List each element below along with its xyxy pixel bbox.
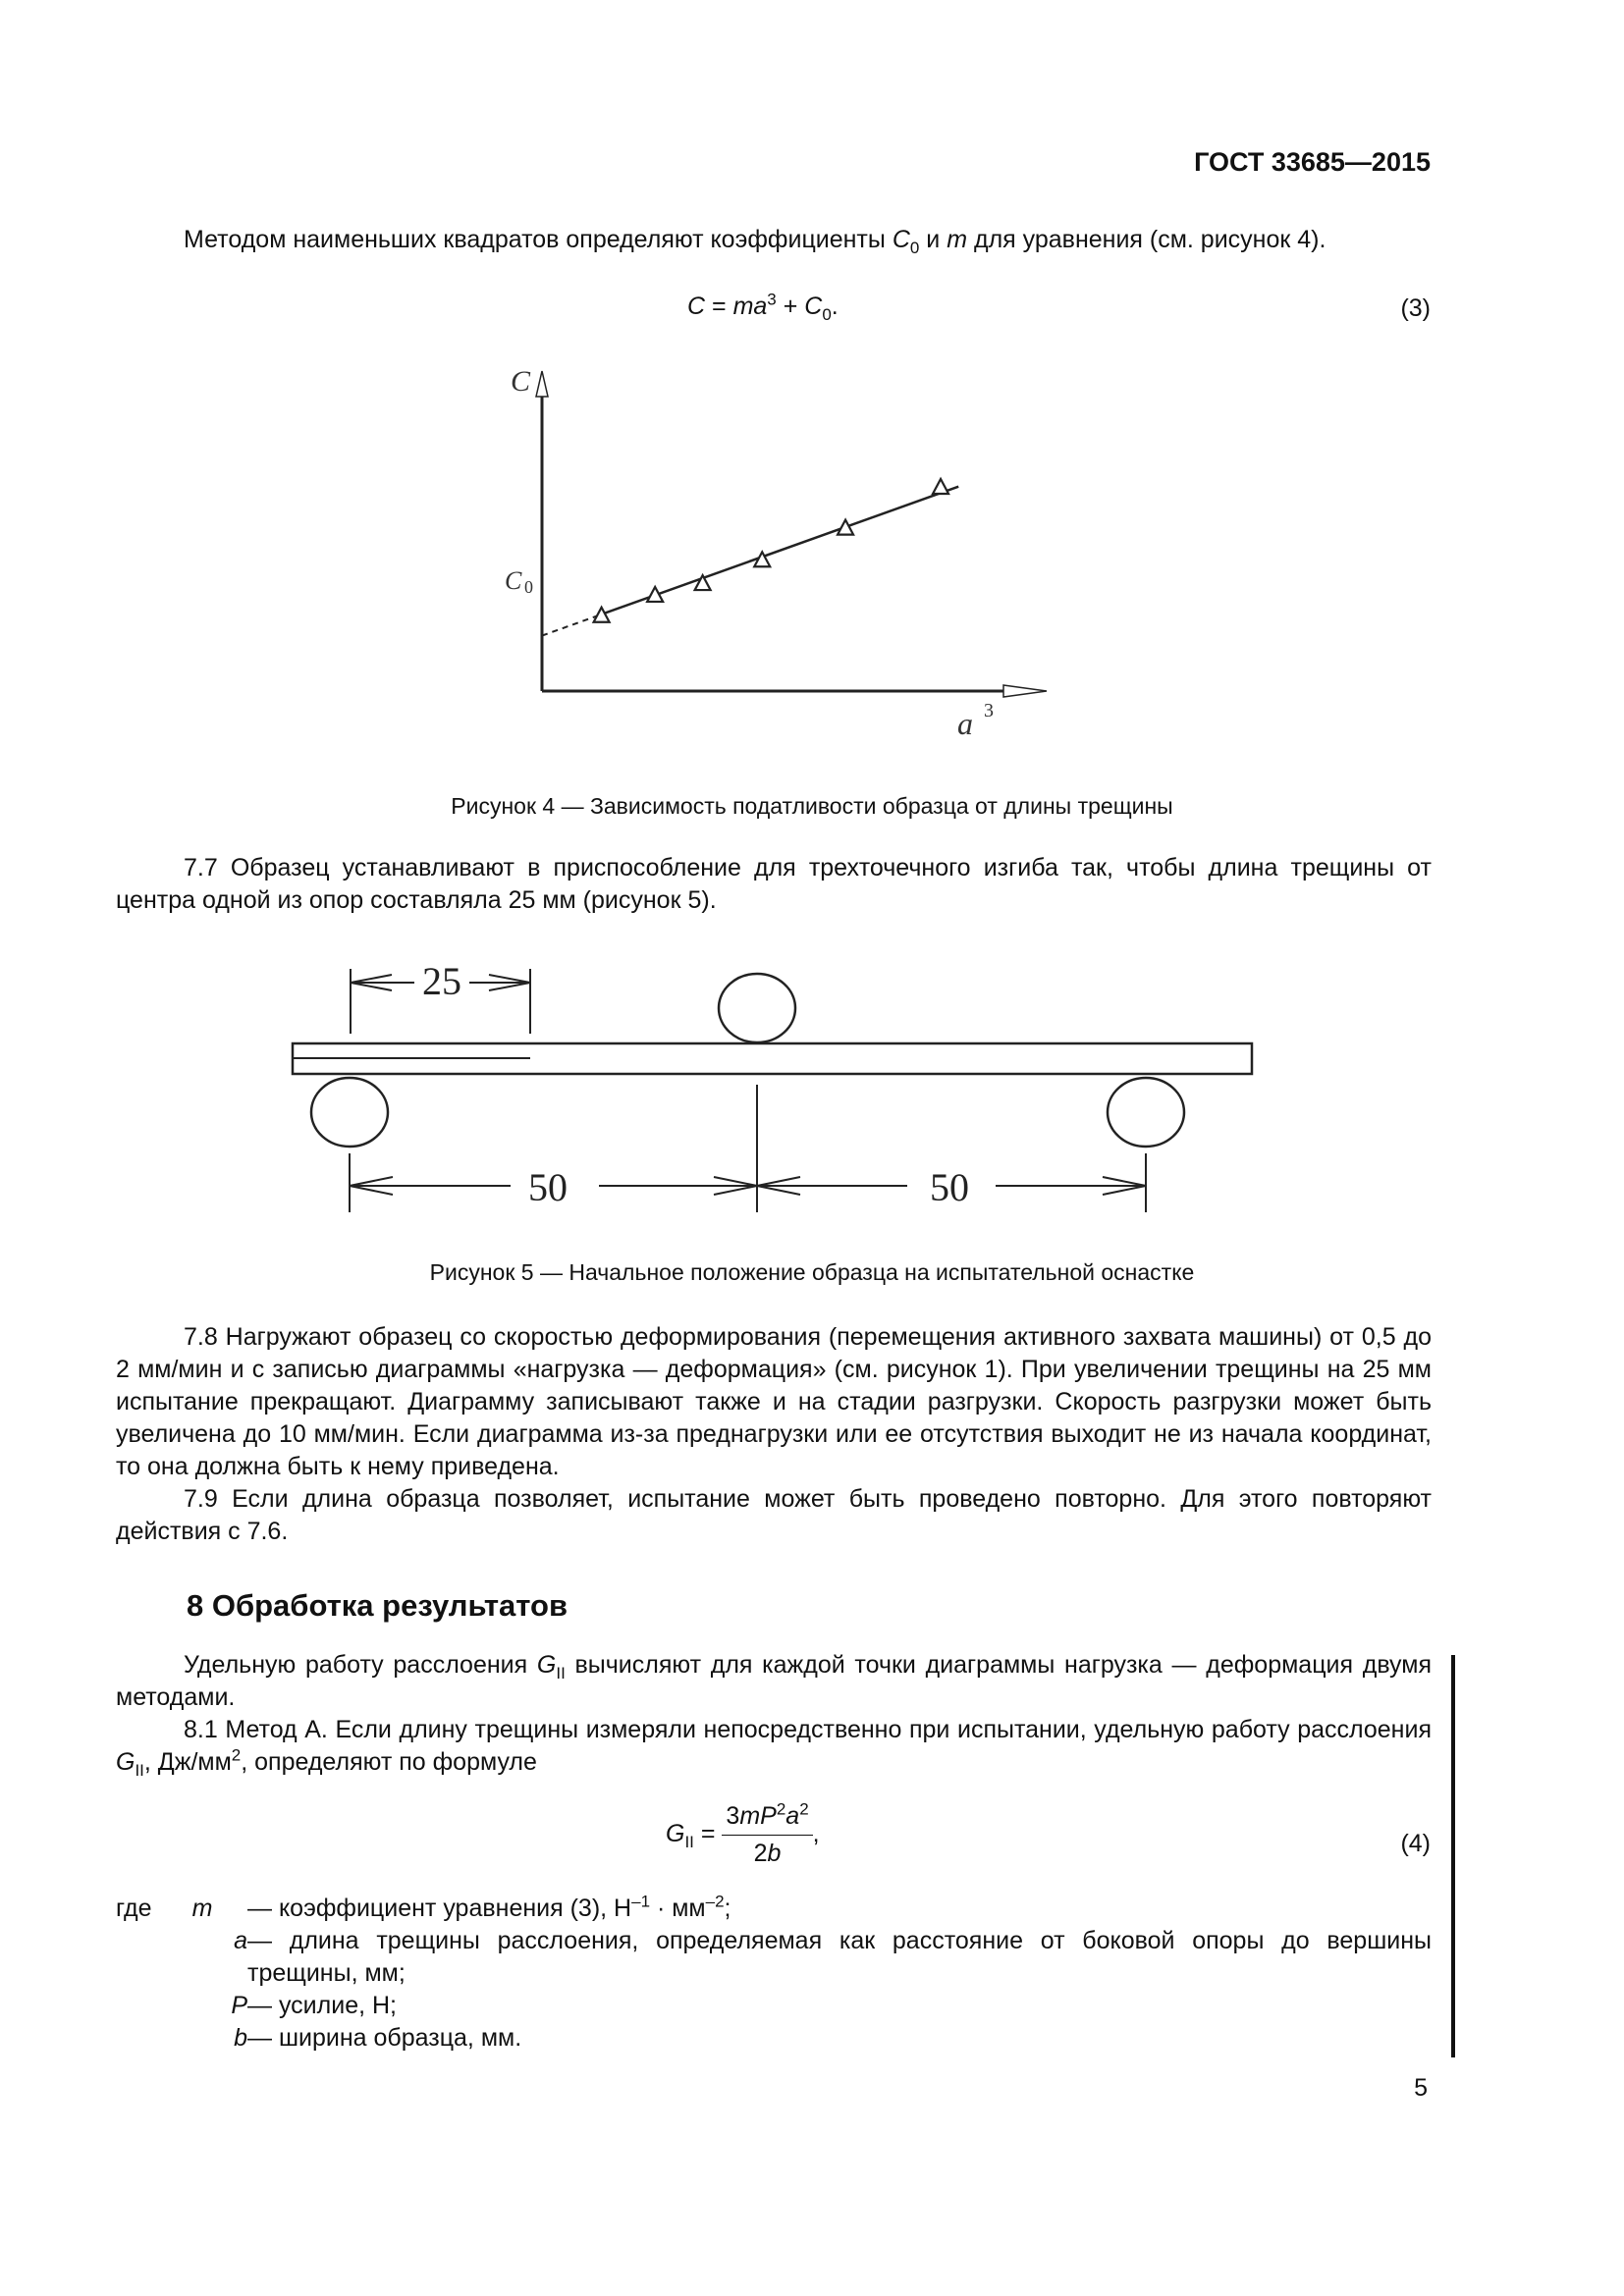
eq4-num-a: a bbox=[785, 1802, 800, 1830]
definition-term bbox=[116, 1925, 247, 1990]
paragraph-7-8: 7.8 Нагружают образец со скоростью деформирования (перемещения активного захвата машины) от 0,5 до 2 мм/мин и с записью диаграммы «нагрузка — деформация» (см. рисунок 1). При увеличении трещины на 25 мм испытание прекращают. Диаграмму записывают также и на стадии разгрузки. Скорость разгрузки может быть увеличена до 10 мм/мин. Если диаграмма из-за преднагрузки или ее отсутствия выходит не из начала координат, то она должна быть к нему приведена. bbox=[116, 1323, 1432, 1480]
p81-text-2: , Дж/мм bbox=[143, 1748, 232, 1776]
p81-exp: 2 bbox=[231, 1745, 242, 1765]
eq4-den-2: 2 bbox=[753, 1840, 768, 1867]
x-axis-label-exp: 3 bbox=[984, 700, 994, 721]
c0-label-sub: 0 bbox=[524, 577, 533, 597]
g-subscript: II bbox=[556, 1664, 566, 1682]
document-code: ГОСТ 33685—2015 bbox=[1194, 147, 1431, 177]
def-dash: — bbox=[247, 1927, 290, 1954]
def-exp-1: –1 bbox=[631, 1892, 651, 1911]
definition-text bbox=[247, 1990, 1432, 2022]
y-axis-arrow bbox=[536, 371, 548, 397]
right-support bbox=[1108, 1078, 1184, 1147]
definition-row bbox=[116, 1990, 1432, 2022]
intro-text-2: и bbox=[919, 226, 947, 253]
eq3-c0-sub: 0 bbox=[822, 305, 832, 324]
variable-definitions bbox=[116, 1893, 1432, 2055]
eq4-numerator bbox=[722, 1799, 812, 1836]
s8-text-1: Удельную работу расслоения bbox=[184, 1651, 537, 1679]
eq3-equals: = bbox=[705, 293, 733, 320]
figure-4-chart bbox=[491, 363, 1080, 746]
span-left-arrow-r bbox=[599, 1177, 757, 1195]
definition-row bbox=[116, 1925, 1432, 1990]
eq3-ma: ma bbox=[732, 293, 768, 320]
equation-4-number: (4) bbox=[1400, 1830, 1431, 1857]
def-text-a: длина трещины расслоения, определяемая как расстояние от боковой опоры до вершины трещины, мм; bbox=[247, 1927, 1432, 1987]
def-symbol-b: b bbox=[234, 2024, 247, 2052]
eq4-equals: = bbox=[693, 1820, 723, 1848]
section-8-heading: 8 Обработка результатов bbox=[187, 1588, 568, 1623]
section-8-intro bbox=[116, 1649, 1432, 1714]
load-roller bbox=[719, 974, 795, 1042]
eq4-num-p: P bbox=[760, 1802, 777, 1830]
m-symbol: m bbox=[947, 226, 968, 253]
equation-3-number: (3) bbox=[1400, 294, 1431, 322]
c0-label: C bbox=[505, 566, 522, 595]
definition-term bbox=[116, 1990, 247, 2022]
eq4-num-exp1: 2 bbox=[776, 1799, 786, 1819]
def-text-p: усилие, Н; bbox=[278, 1992, 397, 2019]
definition-text bbox=[247, 2022, 1432, 2055]
s8-text-2: вычисляют для каждой точки диаграммы нагрузка — деформация двумя методами. bbox=[116, 1651, 1432, 1711]
definition-row bbox=[116, 2022, 1432, 2055]
data-point-marker bbox=[838, 520, 853, 535]
definition-text bbox=[247, 1925, 1432, 1990]
data-point-marker bbox=[594, 608, 610, 622]
equation-4 bbox=[666, 1799, 820, 1868]
paragraph-7-9: 7.9 Если длина образца позволяет, испытание может быть проведено повторно. Для этого повторяют действия с 7.6. bbox=[116, 1485, 1432, 1545]
def-dash: — bbox=[247, 1992, 279, 2019]
y-axis-label: C bbox=[511, 365, 531, 398]
intro-paragraph bbox=[116, 224, 1432, 256]
eq3-plus: + bbox=[776, 293, 805, 320]
eq4-fraction bbox=[722, 1799, 812, 1868]
definition-term bbox=[116, 1893, 247, 1925]
fit-line-extrapolation bbox=[542, 614, 602, 636]
eq4-den-b: b bbox=[767, 1840, 782, 1867]
figure-4-caption: Рисунок 4 — Зависимость податливости образца от длины трещины bbox=[451, 793, 1173, 819]
change-bar bbox=[1451, 1655, 1455, 2057]
equation-3 bbox=[687, 291, 839, 323]
def-text-b: ширина образца, мм. bbox=[278, 2024, 522, 2052]
definition-text bbox=[247, 1893, 1432, 1925]
chart-plot-group bbox=[505, 365, 1047, 741]
dim25-label: 25 bbox=[422, 959, 461, 1003]
span-left-label: 50 bbox=[528, 1165, 568, 1209]
c0-subscript: 0 bbox=[909, 239, 920, 257]
eq4-num-exp2: 2 bbox=[799, 1799, 809, 1819]
dim25-left-arrow bbox=[351, 975, 414, 990]
span-right-arrow-r bbox=[996, 1177, 1146, 1195]
intro-text-3: для уравнения (см. рисунок 4). bbox=[967, 226, 1326, 253]
p81-g-symbol: G bbox=[116, 1748, 135, 1776]
x-axis-label: a bbox=[957, 706, 973, 741]
eq3-end: . bbox=[831, 293, 839, 320]
eq3-c: C bbox=[687, 293, 706, 320]
def-text-m: коэффициент уравнения (3), Н bbox=[278, 1895, 632, 1922]
eq3-exp: 3 bbox=[767, 290, 777, 309]
paragraph-7-7: 7.7 Образец устанавливают в приспособление для трехточечного изгиба так, чтобы длина трещины от центра одной из опор составляла 25 мм (рисунок 5). bbox=[116, 854, 1432, 914]
eq4-g-sub: II bbox=[684, 1833, 694, 1852]
span-right-label: 50 bbox=[930, 1165, 969, 1209]
eq3-c0: C bbox=[804, 293, 823, 320]
figure-5-caption: Рисунок 5 — Начальное положение образца на испытательной оснастке bbox=[429, 1259, 1195, 1285]
figure-5-diagram bbox=[285, 957, 1267, 1222]
x-axis-arrow bbox=[1003, 685, 1047, 697]
def-symbol-m: m bbox=[191, 1895, 213, 1922]
definition-term bbox=[116, 2022, 247, 2055]
p81-g-subscript: II bbox=[135, 1761, 144, 1780]
page-number: 5 bbox=[1414, 2074, 1428, 2102]
eq4-num-m: m bbox=[739, 1802, 761, 1830]
span-right-arrow-l bbox=[757, 1177, 907, 1195]
eq4-num-3: 3 bbox=[726, 1802, 740, 1830]
definition-row bbox=[116, 1893, 1432, 1925]
eq4-comma: , bbox=[812, 1820, 820, 1848]
c0-symbol: C bbox=[892, 226, 910, 253]
def-symbol-p: P bbox=[231, 1992, 247, 2019]
data-point-marker bbox=[695, 575, 711, 590]
def-text-m3: ; bbox=[724, 1895, 731, 1922]
intro-text-1: Методом наименьших квадратов определяют коэффициенты bbox=[184, 226, 893, 253]
paragraph-8-1 bbox=[116, 1714, 1432, 1779]
eq4-denominator bbox=[722, 1836, 812, 1868]
def-exp-2: –2 bbox=[705, 1892, 725, 1911]
span-left-arrow-l bbox=[350, 1177, 511, 1195]
dim25-right-arrow bbox=[469, 975, 530, 990]
def-dash: — bbox=[247, 1895, 279, 1922]
p81-text-3: , определяют по формуле bbox=[241, 1748, 537, 1776]
g-symbol: G bbox=[536, 1651, 557, 1679]
data-point-marker bbox=[933, 479, 948, 494]
def-dash: — bbox=[247, 2024, 279, 2052]
left-support bbox=[311, 1078, 388, 1147]
def-text-m2: · мм bbox=[650, 1895, 706, 1922]
def-symbol-a: a bbox=[234, 1927, 247, 1954]
p81-text-1: 8.1 Метод А. Если длину трещины измеряли непосредственно при испытании, удельную работу расслоения bbox=[184, 1716, 1432, 1743]
eq4-g: G bbox=[666, 1820, 685, 1848]
where-label: где bbox=[116, 1895, 152, 1922]
